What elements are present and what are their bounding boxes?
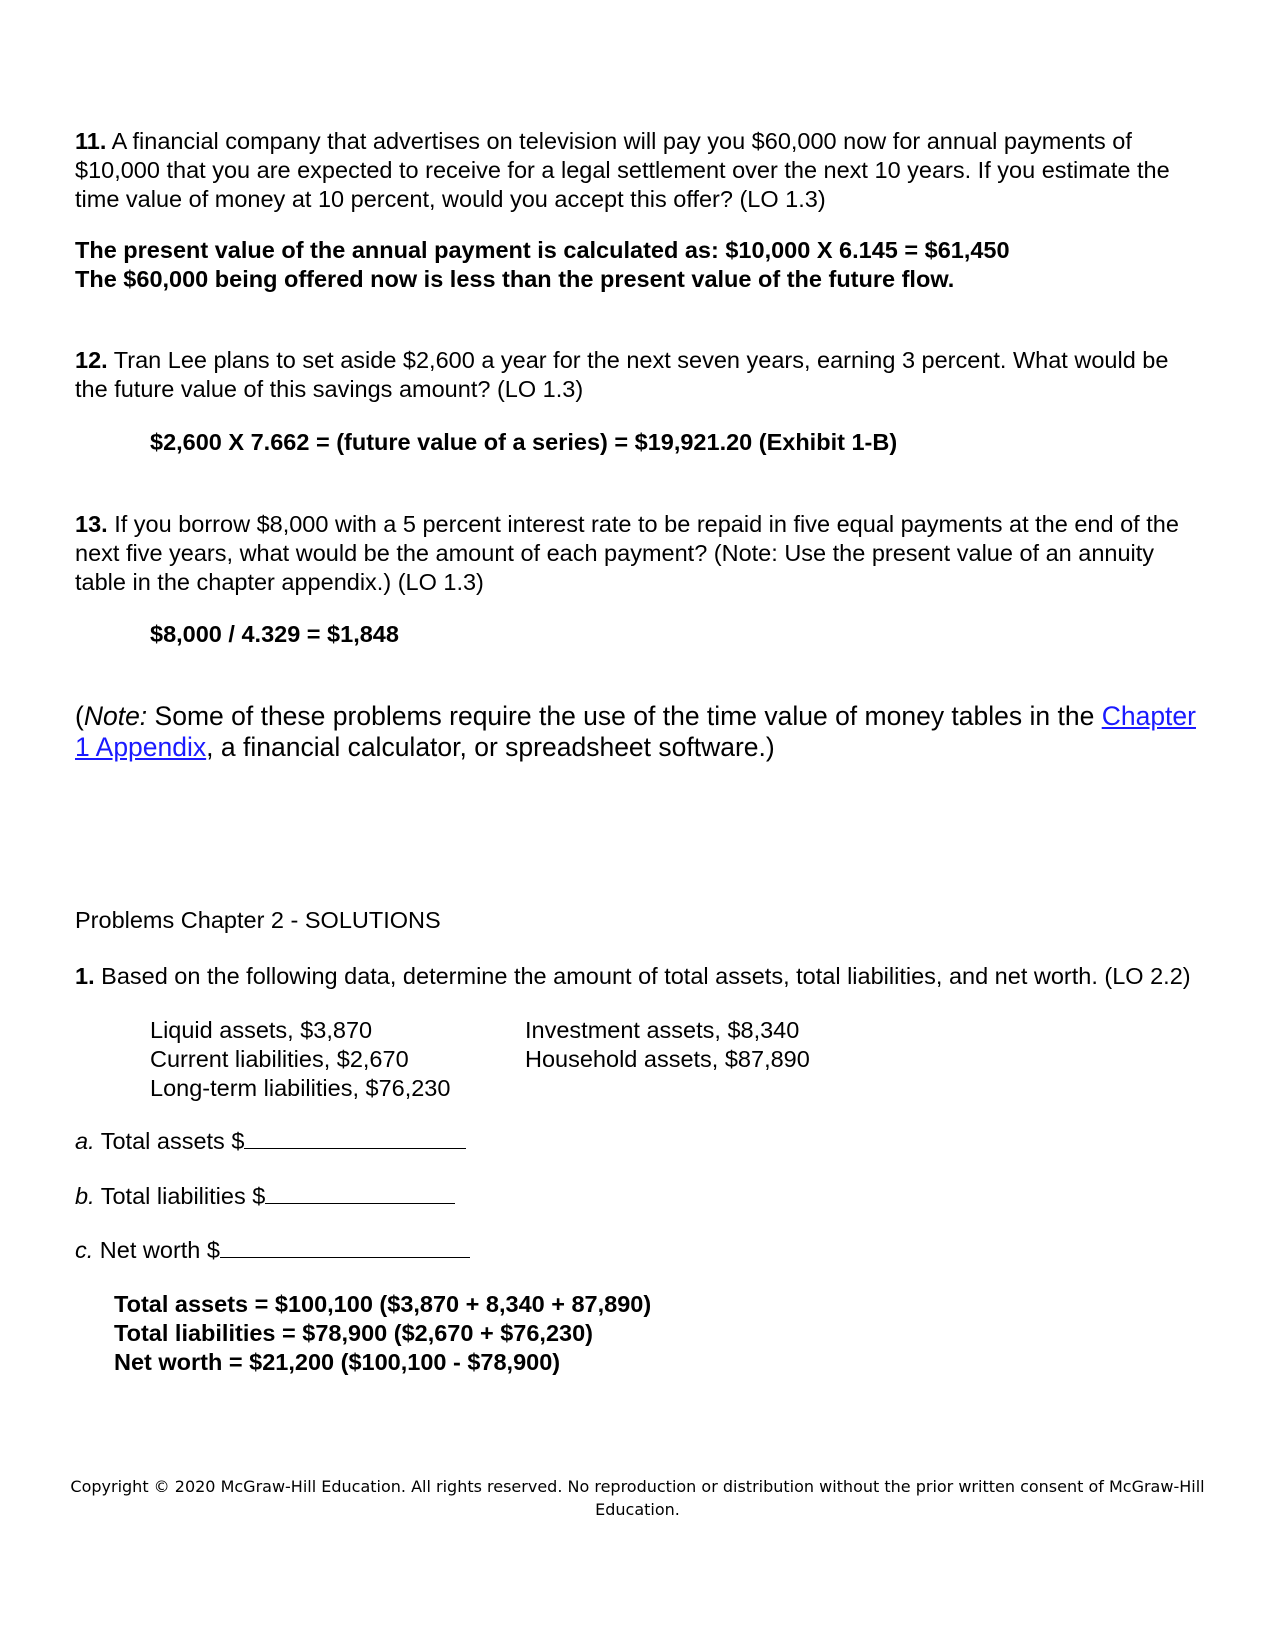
data-item: Long-term liabilities, $76,230 bbox=[150, 1075, 451, 1101]
answer-blank[interactable] bbox=[220, 1235, 470, 1258]
data-item: Household assets, $87,890 bbox=[525, 1046, 810, 1072]
note-paren: ( bbox=[75, 701, 84, 731]
answer-11 bbox=[75, 236, 1205, 294]
question-number: 12. bbox=[75, 347, 108, 373]
answer-line: Total assets = $100,100 ($3,870 + 8,340 + 87,890) bbox=[114, 1291, 652, 1317]
part-b-total-liabilities bbox=[75, 1181, 455, 1211]
data-item: Investment assets, $8,340 bbox=[525, 1017, 800, 1043]
part-label: Total liabilities $ bbox=[94, 1183, 266, 1209]
tables-note bbox=[75, 701, 1205, 763]
question-number: 1. bbox=[75, 963, 95, 989]
question-11 bbox=[75, 127, 1205, 214]
answer-line: The $60,000 being offered now is less than the present value of the future flow. bbox=[75, 266, 955, 292]
copyright-footer: Copyright © 2020 McGraw-Hill Education. All rights reserved. No reproduction or distribution without the prior written consent of McGraw-Hill Education. bbox=[70, 1477, 1205, 1519]
part-label: Net worth $ bbox=[93, 1237, 220, 1263]
note-text-end: , a financial calculator, or spreadsheet software.) bbox=[206, 732, 775, 762]
problem-1 bbox=[75, 962, 1205, 991]
part-label: Total assets $ bbox=[94, 1128, 245, 1154]
section-heading: Problems Chapter 2 - SOLUTIONS bbox=[75, 907, 441, 933]
answer-line: The present value of the annual payment is calculated as: $10,000 X 6.145 = $61,450 bbox=[75, 237, 1010, 263]
answer-13: $8,000 / 4.329 = $1,848 bbox=[150, 621, 399, 647]
part-letter: a. bbox=[75, 1128, 95, 1154]
note-label: Note: bbox=[83, 701, 148, 731]
note-text: Some of these problems require the use of the time value of money tables in the bbox=[147, 701, 1102, 731]
data-item: Current liabilities, $2,670 bbox=[150, 1046, 409, 1072]
chapter-1-appendix-link[interactable]: Chapter 1 Appendix bbox=[75, 701, 1196, 762]
part-c-net-worth bbox=[75, 1235, 470, 1265]
question-12 bbox=[75, 346, 1205, 404]
part-letter: b. bbox=[75, 1183, 95, 1209]
question-text: Tran Lee plans to set aside $2,600 a year for the next seven years, earning 3 percent. What would be the future value of this savings amount? (LO 1.3) bbox=[75, 347, 1169, 402]
question-text: If you borrow $8,000 with a 5 percent interest rate to be repaid in five equal payments at the end of the next five years, what would be the amount of each payment? (Note: Use the present value of an annuity table in the chapter appendix.) (LO 1.3) bbox=[75, 511, 1179, 595]
question-text: Based on the following data, determine the amount of total assets, total liabilities, and net worth. (LO 2.2) bbox=[101, 963, 1191, 989]
question-13 bbox=[75, 510, 1205, 597]
part-a-total-assets bbox=[75, 1126, 466, 1156]
answer-blank[interactable] bbox=[244, 1126, 466, 1149]
data-list-right bbox=[525, 1016, 810, 1074]
answer-line: Net worth = $21,200 ($100,100 - $78,900) bbox=[114, 1349, 561, 1375]
part-letter: c. bbox=[75, 1237, 94, 1263]
problem-1-answers bbox=[114, 1290, 651, 1377]
question-number: 11. bbox=[75, 128, 107, 154]
answer-12: $2,600 X 7.662 = (future value of a series) = $19,921.20 (Exhibit 1-B) bbox=[150, 429, 898, 455]
answer-line: Total liabilities = $78,900 ($2,670 + $76,230) bbox=[114, 1320, 593, 1346]
data-item: Liquid assets, $3,870 bbox=[150, 1017, 373, 1043]
data-list-left bbox=[150, 1016, 450, 1103]
question-number: 13. bbox=[75, 511, 108, 537]
answer-blank[interactable] bbox=[265, 1181, 455, 1204]
question-text: A financial company that advertises on television will pay you $60,000 now for annual payments of $10,000 that you are expected to receive for a legal settlement over the next 10 years. If you estimate the time value of money at 10 percent, would you accept this offer? (LO 1.3) bbox=[75, 128, 1170, 212]
